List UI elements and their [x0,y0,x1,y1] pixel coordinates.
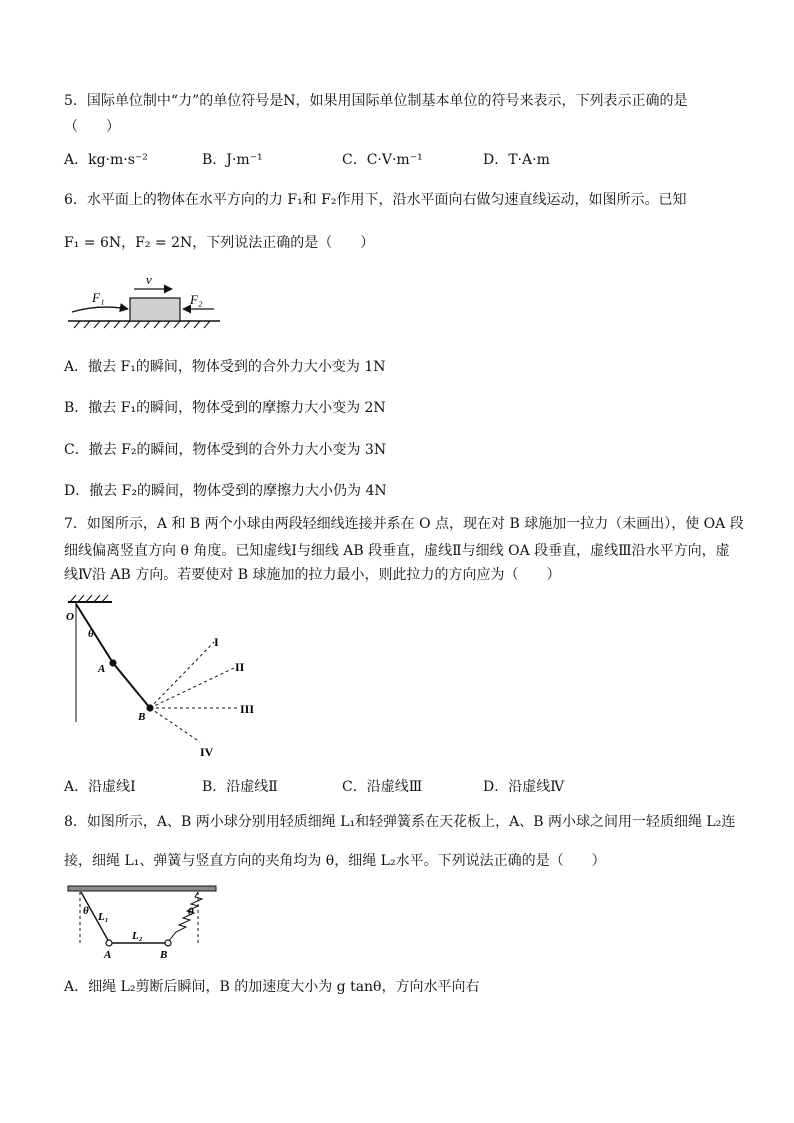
q7-stem-line2: 细线偏离竖直方向 θ 角度。已知虚线Ⅰ与细线 AB 段垂直，虚线Ⅱ与细线 OA 段垂直，虚线Ⅲ沿水平方向，虚 [64,543,730,559]
q5-option-b: B．J·m⁻¹ [202,152,263,168]
q6-block [130,298,180,321]
q8-stem-line1: 8．如图所示，A、B 两小球分别用轻质细绳 L₁和轻弹簧系在天花板上，A、B 两小球之间用一轻质细绳 L₂连 [64,814,736,830]
q5-stem-line1: 5．国际单位制中“力”的单位符号是N，如果用国际单位制基本单位的符号来表示，下列表示正确的是 [64,93,688,109]
q6-f1-arrow [72,307,128,312]
q6-label-f2: F₂ [190,292,203,307]
q7-option-b: B．沿虚线Ⅱ [202,779,278,795]
q7-ceiling-hatch [70,595,108,602]
q6-label-f1: F₁ [92,290,105,305]
q5-option-a: A．kg·m·s⁻² [64,152,148,168]
q7-stem-line1: 7．如图所示，A 和 B 两个小球由两段轻细线连接并系在 O 点，现在对 B 球施加一拉力（未画出），使 OA 段 [64,516,744,532]
q7-label-iv: IV [200,745,214,759]
q6-stem-line1: 6．水平面上的物体在水平方向的力 F₁和 F₂作用下，沿水平面向右做匀速直线运动，如图所示。已知 [64,192,687,208]
q7-label-o: O [66,611,74,623]
q8-option-a: A．细绳 L₂剪断后瞬间，B 的加速度大小为 g tanθ，方向水平向右 [64,979,480,995]
q8-label-l2: L₂ [132,930,143,942]
q7-option-a: A．沿虚线Ⅰ [64,779,136,795]
q6-stem-line2: F₁ = 6N，F₂ = 2N，下列说法正确的是（ ） [64,235,375,251]
q8-label-l1: L₁ [98,911,109,923]
q7-ball-a [109,659,116,666]
q7-figure [62,590,272,768]
q8-spring [168,892,202,942]
q8-label-a: A [104,949,112,961]
q7-label-i: I [214,635,219,649]
q7-label-iii: III [240,702,255,716]
q7-dashed-i [150,642,214,708]
q8-stem-line2: 接，细绳 L₁、弹簧与竖直方向的夹角均为 θ，细绳 L₂水平。下列说法正确的是（ ） [64,853,606,869]
q8-label-theta-left: θ [83,905,89,917]
q6-option-b: B．撤去 F₁的瞬间，物体受到的摩擦力大小变为 2N [64,400,386,416]
q6-option-a: A．撤去 F₁的瞬间，物体受到的合外力大小变为 1N [64,359,386,375]
q7-label-ii: II [235,660,245,674]
q6-option-d: D．撤去 F₂的瞬间，物体受到的摩擦力大小仍为 4N [64,483,387,499]
q8-ceiling [68,886,216,891]
q7-dashed-ii [150,668,234,708]
q7-option-c: C．沿虚线Ⅲ [342,779,423,795]
q7-string-ab [113,663,150,708]
q5-stem-line2: （ ） [64,119,120,135]
q6-option-c: C．撤去 F₂的瞬间，物体受到的合外力大小变为 3N [64,442,387,458]
q7-stem-line3: 线Ⅳ沿 AB 方向。若要使对 B 球施加的拉力最小，则此拉力的方向应为（ ） [64,567,561,583]
q5-option-d: D．T·A·m [483,152,550,168]
q6-label-v: v [146,272,152,287]
q6-ground-hatch [74,321,210,328]
q8-figure [64,882,224,962]
q8-ball-b [165,940,171,946]
q7-string-oa [76,604,113,663]
q6-figure [64,268,224,330]
q5-option-c: C．C·V·m⁻¹ [342,152,423,168]
q8-ball-a [106,940,112,946]
q8-label-theta-right: θ [188,906,194,918]
q7-dashed-iv [150,708,200,742]
q8-label-b: B [160,949,168,961]
q7-label-theta: θ [88,628,94,640]
q7-option-d: D．沿虚线Ⅳ [483,779,565,795]
q7-label-a: A [98,663,106,675]
q7-label-b: B [138,711,146,723]
